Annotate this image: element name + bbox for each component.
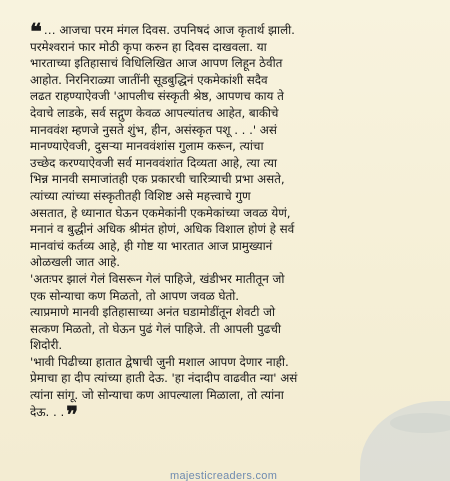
- close-quote-icon: ❞: [66, 401, 78, 428]
- text-line: भारताच्या इतिहासाचं विधिलिखित आज आपण लिहून ठेवीत: [30, 56, 283, 71]
- text-line: शिदोरी.: [30, 338, 63, 353]
- quote-text-block: [30, 19, 440, 428]
- text-line: 'भावी पिढीच्या हातात द्वेषाची जुनी मशाल आपण देणार नाही.: [30, 354, 289, 369]
- text-line: देवाचे लाडके, सर्व सद्गुण केवळ आपल्यांतच आहेत, बाकीचे: [30, 105, 279, 120]
- text-line: सत्कण मिळतो, तो घेऊन पुढं गेलं पाहिजे. ती आपली पुढची: [30, 321, 281, 336]
- text-line: परमेश्वरानं फार मोठी कृपा करुन हा दिवस दाखवला. या: [30, 39, 267, 54]
- open-quote-icon: ❝: [30, 19, 42, 45]
- text-line: आहोत. निरनिराळ्या जातींनी सूडबुद्धिनं एकमेकांशी सदैव: [30, 72, 268, 87]
- text-line: मनानं व बुद्धीनं अधिक श्रीमंत होणं, अधिक विशाल होणं हे सर्व: [30, 222, 295, 237]
- text-line: उच्छेद करण्याऐवजी सर्व मानववंशांत दिव्यता आहे, त्या त्या: [30, 155, 277, 170]
- text-line: लढत राहण्याऐवजी 'आपलीच संस्कृती श्रेष्ठ, आपणच काय ते: [30, 89, 284, 104]
- text-line: भिन्न मानवी समाजांतही एक प्रकारची चारित्र्याची प्रभा असते,: [30, 172, 285, 187]
- text-line: प्रेमाचा हा दीप त्यांच्या हाती देऊ. 'हा नंदादीप वाढवीत न्या' असं: [30, 371, 298, 386]
- text-line: ❝ … आजचा परम मंगल दिवस. उपनिषदं आज कृतार्थ झाली.: [30, 19, 295, 45]
- text-line: एक सोन्याचा कण मिळतो, तो आपण जवळ घेतो.: [30, 288, 240, 303]
- text-line: त्याप्रमाणे मानवी इतिहासाच्या अनंत घडामोडींतून शेवटी जो: [30, 305, 275, 320]
- text-line: असतात, हे ध्यानात घेऊन एकमेकांनी एकमेकांच्या जवळ येणं,: [30, 205, 291, 220]
- text-line: ओळखली जात आहे.: [30, 255, 121, 270]
- text-line: 'अतःपर झालं गेलं विसरून गेलं पाहिजे, खंडीभर मातीतून जो: [30, 271, 285, 286]
- text-line: मानववंश म्हणजे नुसते शुंभ, हीन, असंस्कृत पशू . . .' असं: [30, 122, 277, 137]
- text-line: त्यांच्या त्यांच्या संस्कृतीतही विशिष्ट असे महत्त्वाचे गुण: [30, 188, 251, 203]
- text-line: देऊ. . .❞: [30, 401, 78, 428]
- site-watermark: majesticreaders.com: [170, 470, 278, 481]
- text-line: मानण्याऐवजी, दुसऱ्या मानववंशांस गुलाम करून, त्यांचा: [30, 139, 264, 154]
- text-line: त्यांना सांगू. जो सोन्याचा कण आपल्याला मिळाला, तो त्यांना: [30, 388, 284, 403]
- text-line: मानवांचं कर्तव्य आहे, ही गोष्ट या भारतात आज प्रामुख्यानं: [30, 238, 273, 253]
